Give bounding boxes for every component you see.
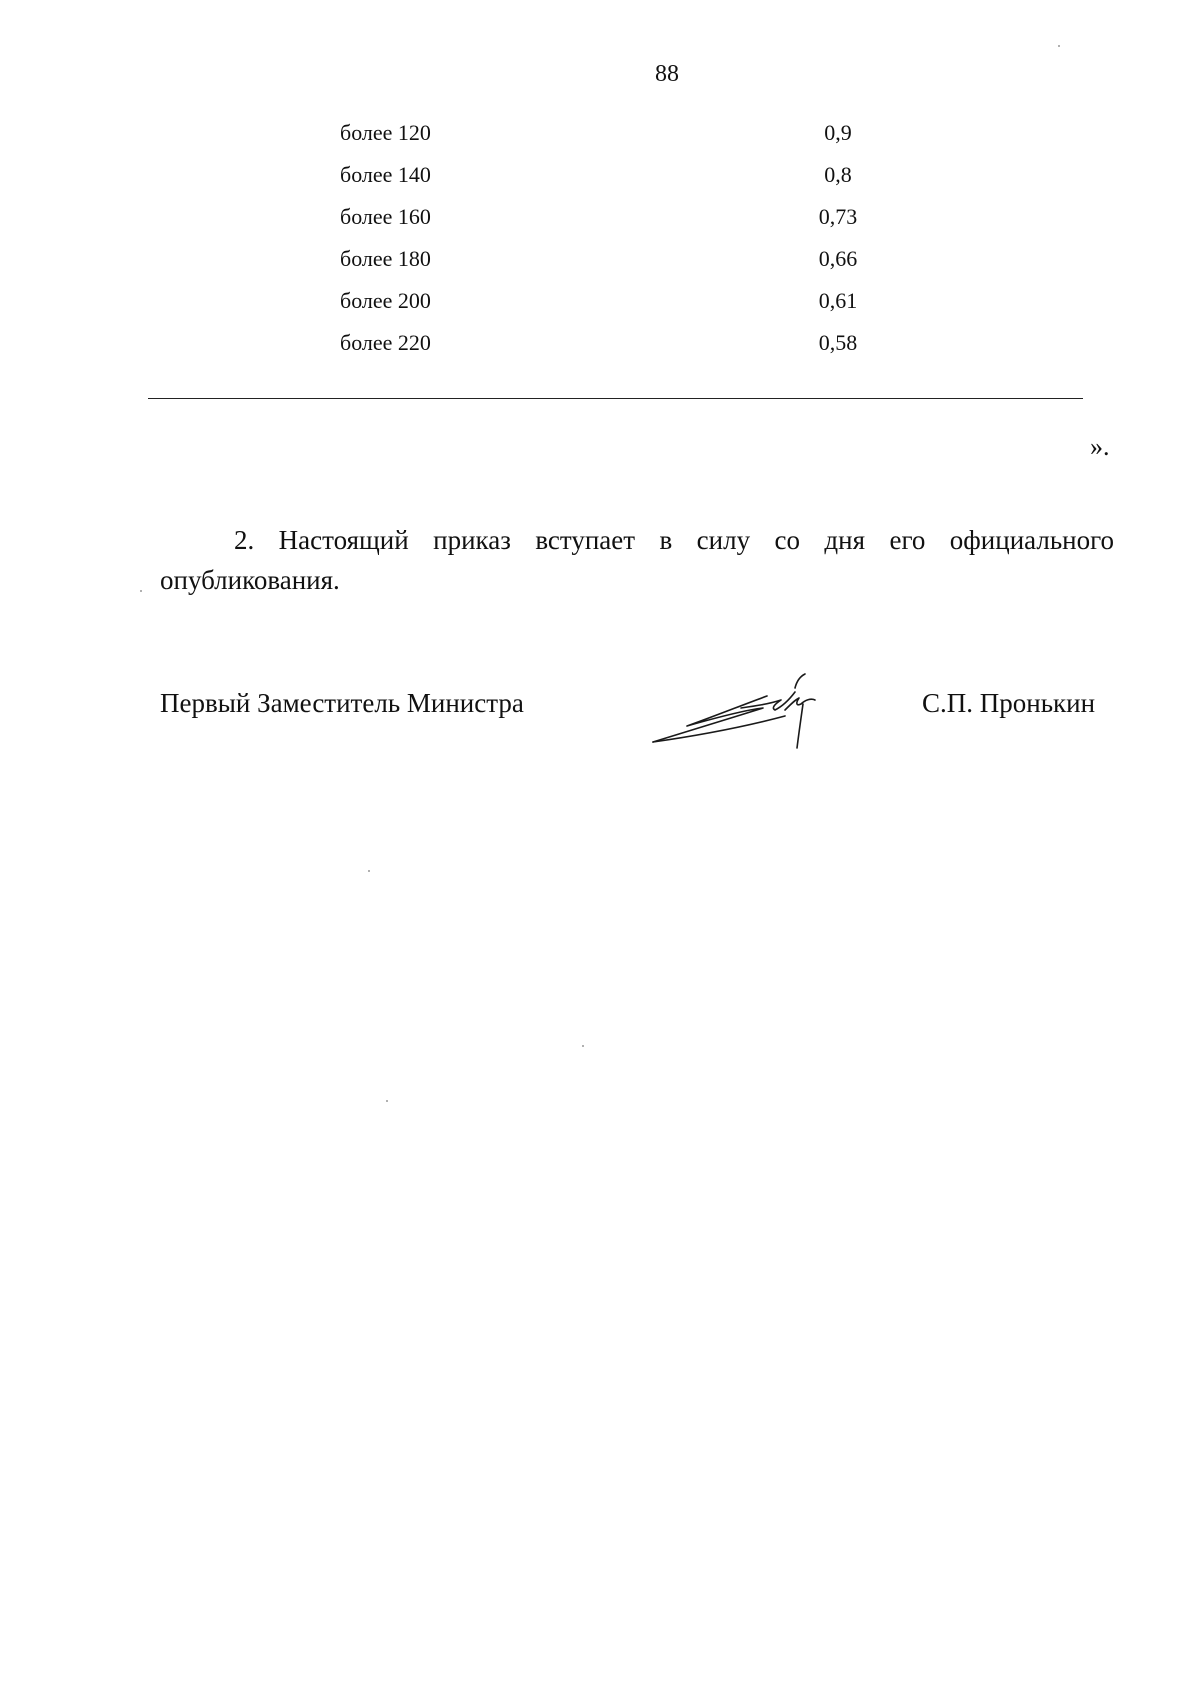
range-cell: более 180 <box>340 246 431 271</box>
range-cell: более 200 <box>340 288 431 313</box>
table-row <box>340 118 900 160</box>
coefficient-cell: 0,73 <box>818 204 858 229</box>
coefficient-cell: 0,66 <box>818 246 858 271</box>
table-row <box>340 286 900 328</box>
coefficient-cell: 0,61 <box>818 288 858 313</box>
table-row <box>340 328 900 370</box>
scan-speck <box>368 870 370 872</box>
scan-speck <box>386 1100 388 1102</box>
table-row <box>340 202 900 244</box>
coefficient-table <box>340 118 900 370</box>
range-cell: более 220 <box>340 330 431 355</box>
coefficient-cell: 0,9 <box>824 120 852 145</box>
scan-speck <box>582 1045 584 1047</box>
table-row <box>340 244 900 286</box>
signatory-title: Первый Заместитель Министра <box>160 688 524 718</box>
coefficient-cell: 0,58 <box>818 330 858 355</box>
closing-quote: ». <box>1090 432 1110 461</box>
range-cell: более 160 <box>340 204 431 229</box>
table-row <box>340 160 900 202</box>
range-cell: более 120 <box>340 120 431 145</box>
signatory-name: С.П. Пронькин <box>922 688 1096 718</box>
table-divider-line <box>148 398 1083 399</box>
range-cell: более 140 <box>340 162 431 187</box>
coefficient-cell: 0,8 <box>824 162 852 187</box>
scan-speck <box>1058 45 1060 47</box>
page-number: 88 <box>655 61 679 87</box>
scan-speck <box>140 590 142 592</box>
handwritten-signature <box>645 670 845 750</box>
order-paragraph: 2. Настоящий приказ вступает в силу со дня его официального опубликования. <box>160 525 1114 595</box>
